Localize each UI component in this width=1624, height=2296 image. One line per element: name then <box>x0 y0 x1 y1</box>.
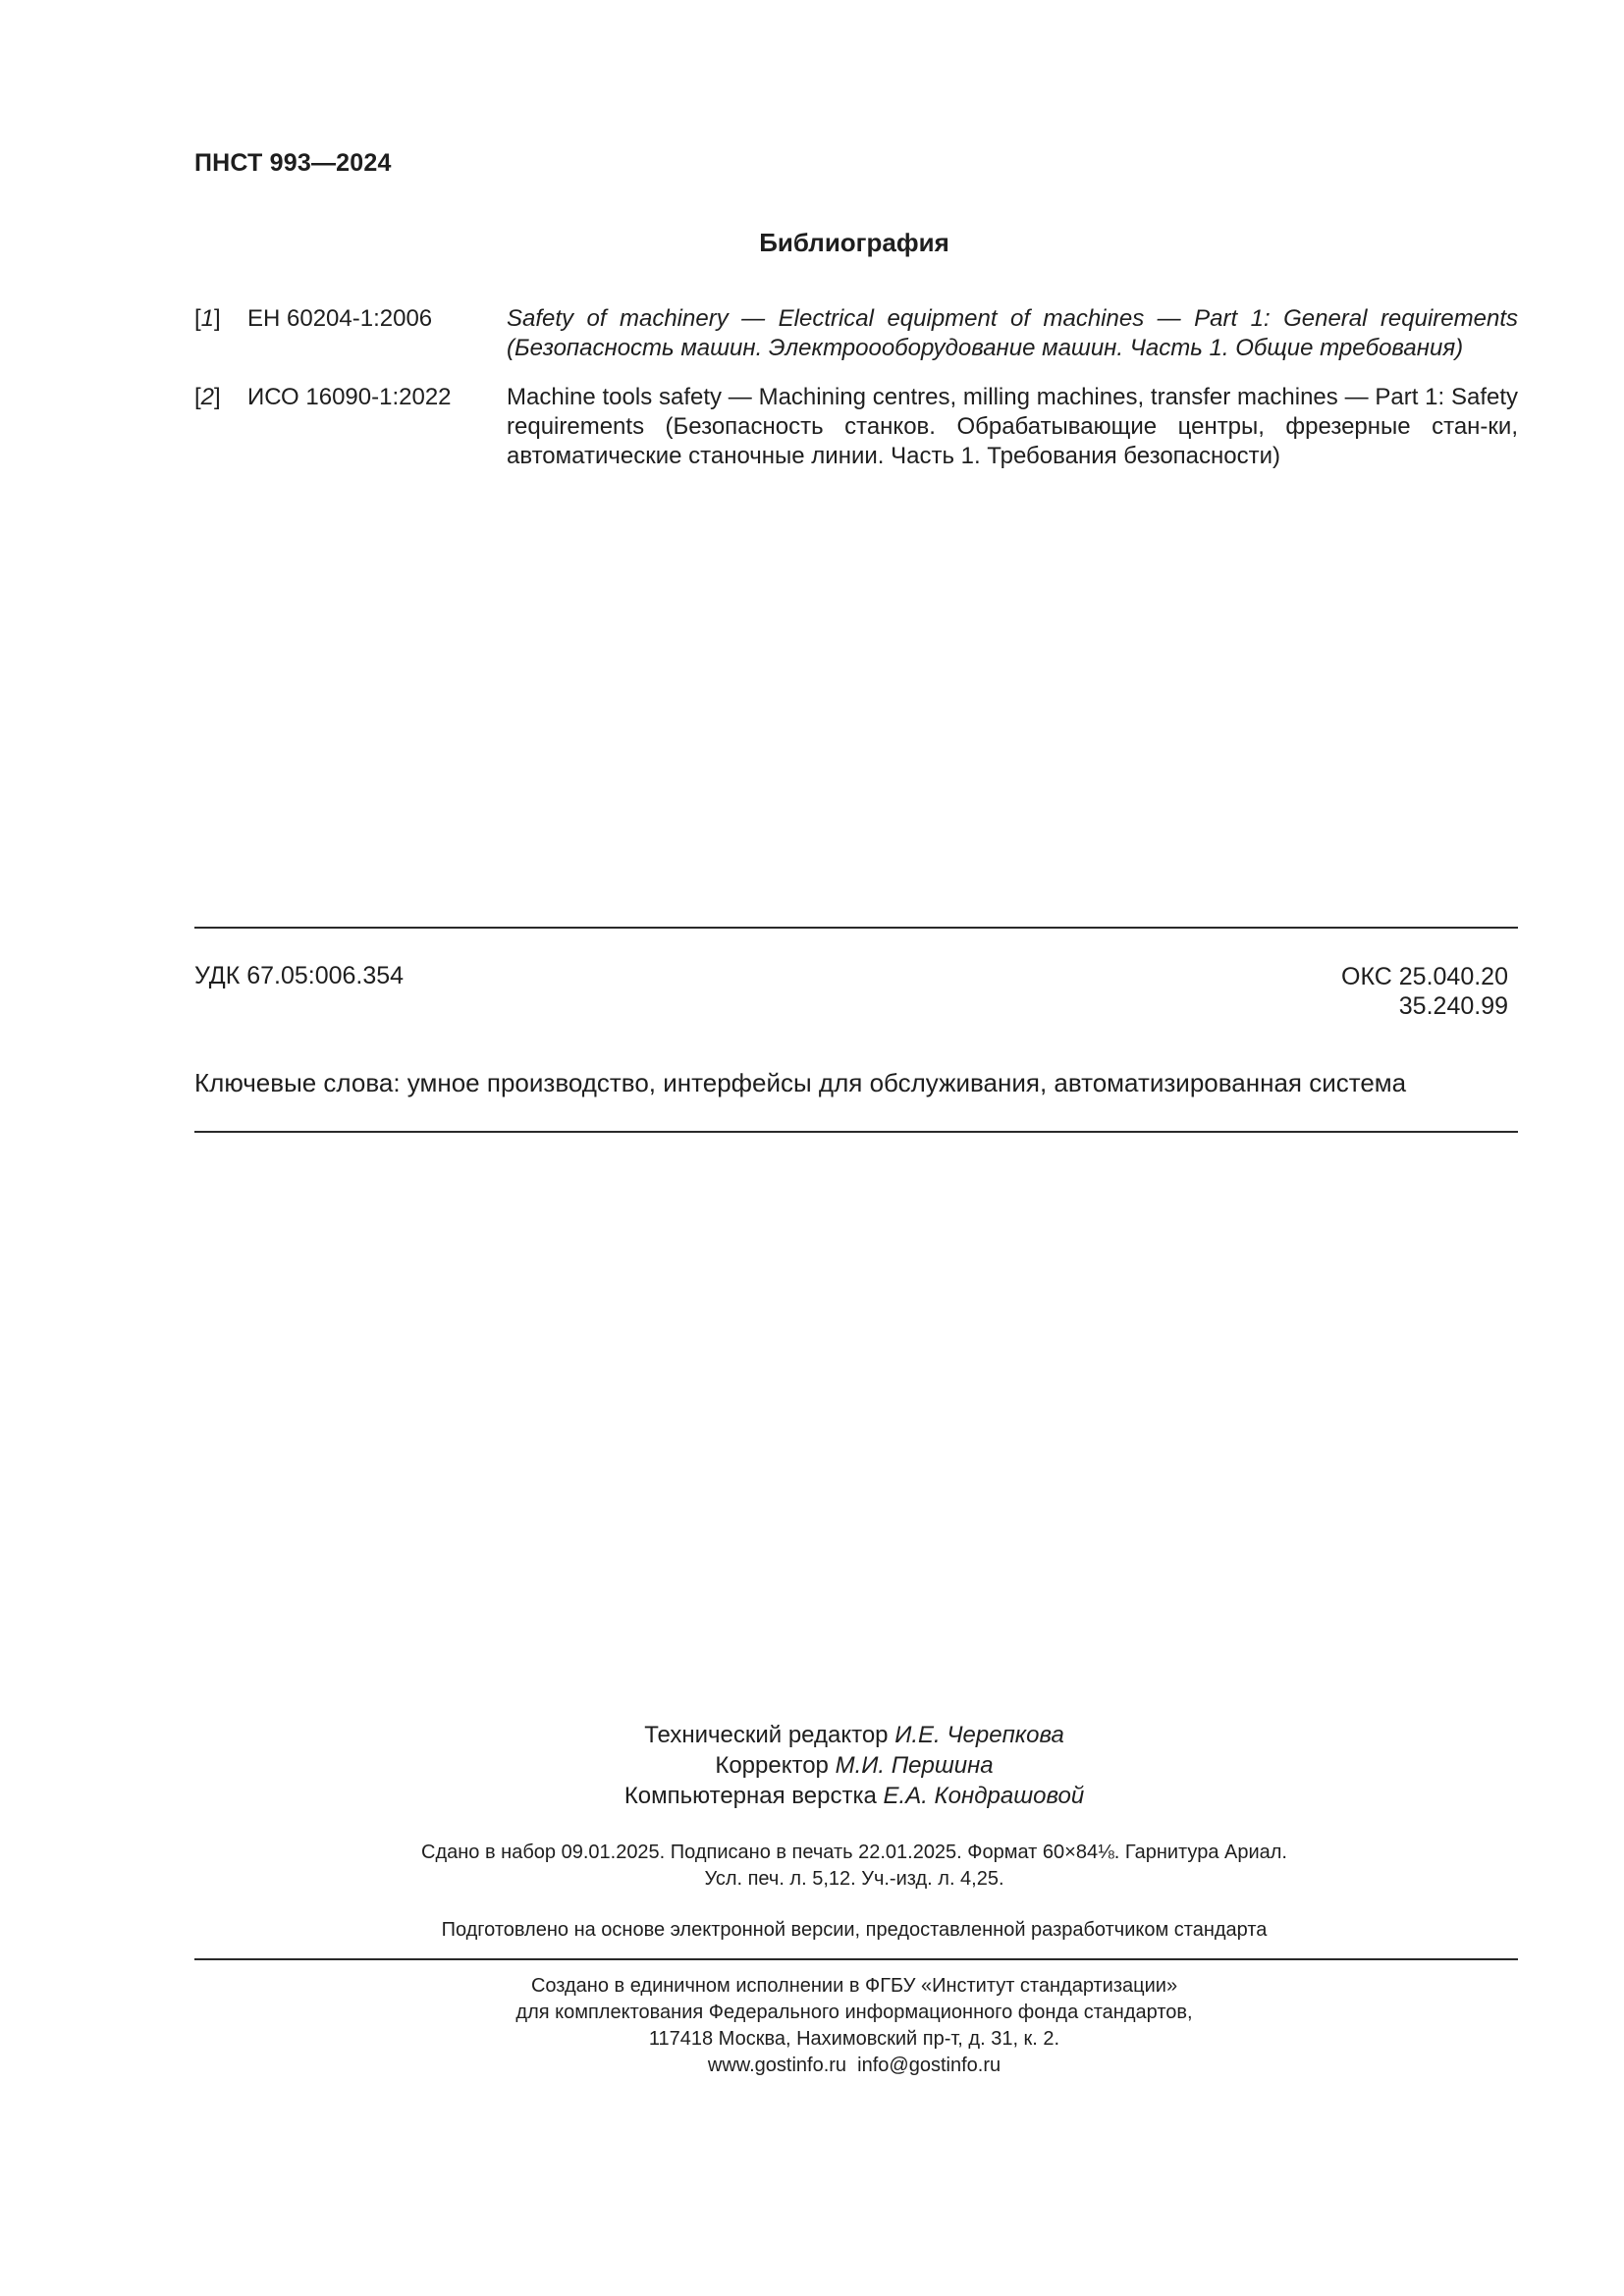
website-link[interactable]: www.gostinfo.ru <box>707 2055 847 2076</box>
oks-codes <box>1341 962 1508 1021</box>
bibliography-title: Библиография <box>759 228 949 257</box>
publisher-info <box>0 1973 1624 2079</box>
print-info-line-2: Усл. печ. л. 5,12. Уч.-изд. л. 4,25. <box>704 1868 1004 1890</box>
publisher-contacts <box>0 2053 1624 2079</box>
reference-title: Machine tools safety — Machining centres, milling machines, transfer machines — Part 1: Safety requirements (Безопасность станков. Обрабатывающие центры, фрезерные стан-ки, автоматические станочные линии. Часть 1. Требования безопасности) <box>507 384 1518 469</box>
publisher-line-2: для комплектования Федерального информационного фонда стандартов, <box>515 2002 1193 2023</box>
reference-title: Safety of machinery — Electrical equipment of machines — Part 1: General requirements (Безопасность машин. Электроооборудование машин. Часть 1. Общие требования) <box>507 305 1518 361</box>
divider-top <box>194 927 1518 929</box>
bibliography-entry-2 <box>194 383 1518 477</box>
oks-code-line-1: ОКС 25.040.20 <box>1341 963 1508 990</box>
credits-block <box>0 1720 1624 1811</box>
udc-code: УДК 67.05:006.354 <box>194 962 405 989</box>
keywords: Ключевые слова: умное производство, интерфейсы для обслуживания, автоматизированная система <box>194 1068 1407 1097</box>
corrector: Корректор М.И. Першина <box>715 1752 994 1779</box>
layout-designer: Компьютерная верстка Е.А. Кондрашовой <box>623 1783 1085 1809</box>
reference-standard: ИСО 16090-1:2022 <box>247 384 452 410</box>
publisher-address: 117418 Москва, Нахимовский пр-т, д. 31, к. 2. <box>648 2028 1060 2050</box>
prepared-note: Подготовлено на основе электронной версии, предоставленной разработчиком стандарта <box>441 1919 1268 1941</box>
bibliography-entry-1 <box>194 304 1518 367</box>
divider-middle <box>194 1131 1518 1133</box>
reference-number: [1] <box>194 305 221 332</box>
divider-bottom <box>194 1958 1518 1960</box>
reference-number: [2] <box>194 384 221 410</box>
publisher-line-1: Создано в единичном исполнении в ФГБУ «Институт стандартизации» <box>530 1975 1178 1997</box>
print-info <box>0 1840 1624 1893</box>
reference-standard: ЕН 60204-1:2006 <box>247 305 433 332</box>
tech-editor: Технический редактор И.Е. Черепкова <box>644 1722 1064 1748</box>
email-link[interactable]: info@gostinfo.ru <box>857 2055 1001 2076</box>
document-code: ПНСТ 993—2024 <box>194 149 392 177</box>
oks-code-line-2: 35.240.99 <box>1398 992 1508 1020</box>
print-info-line-1: Сдано в набор 09.01.2025. Подписано в печать 22.01.2025. Формат 60×84⅛. Гарнитура Ариал. <box>421 1842 1287 1863</box>
